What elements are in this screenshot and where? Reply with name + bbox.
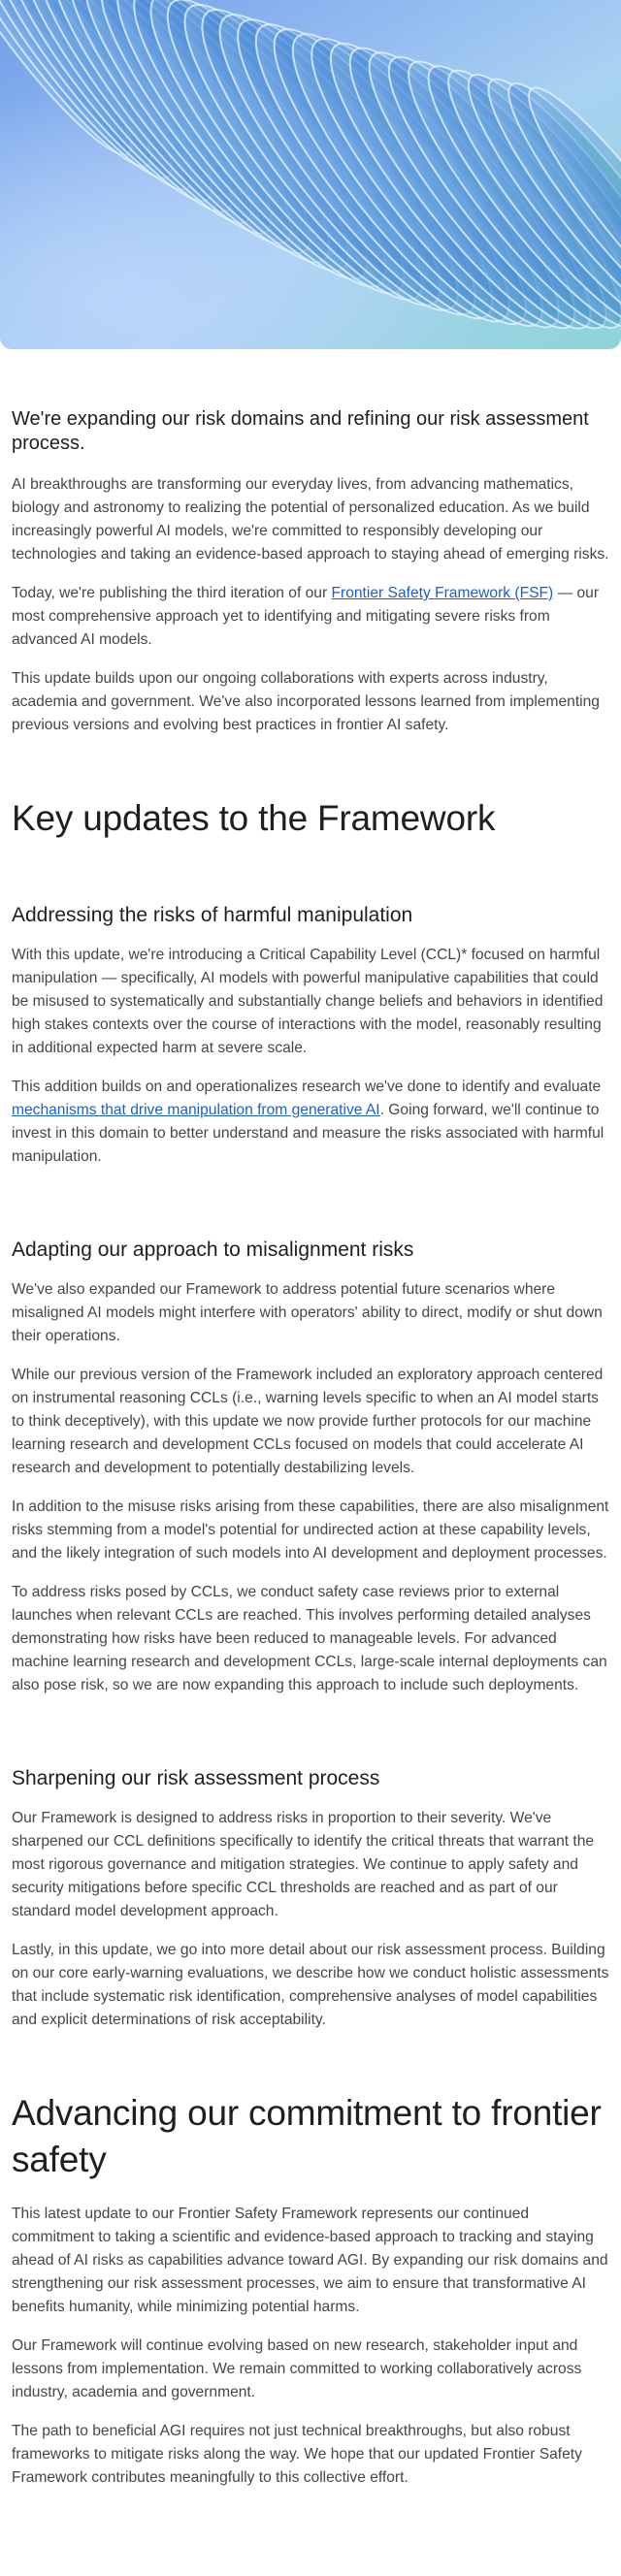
manipulation-paragraph-1: With this update, we're introducing a Critical Capability Level (CCL)* focused on harmful manipulation — specifically, AI models with powerful manipulative capabilities that could be misused to systematically and substantially change beliefs and behaviors in identified high stakes contexts over the course of interactions with the model, reasonably resulting in additional expected harm at severe scale. [12, 947, 604, 1056]
intro-p2-after: — our most comprehensive approach yet to identifying and mitigating severe risks from advanced AI models. [12, 585, 600, 648]
manipulation-research-link[interactable]: mechanisms that drive manipulation from generative AI [12, 1102, 380, 1118]
misalignment-paragraph-3: In addition to the misuse risks arising from these capabilities, there are also misalignment risks stemming from a model's potential for undirected action at these capability levels, and the likely integration of such models into AI development and deployment processes. [12, 1498, 609, 1562]
commitment-paragraph-2: Our Framework will continue evolving based on new research, stakeholder input and lessons from implementation. We remain committed to working collaboratively across industry, academia and government. [12, 2337, 582, 2400]
abstract-glass-spiral-image [0, 0, 621, 349]
commitment-paragraph-1: This latest update to our Frontier Safety Framework represents our continued commitment to taking a scientific and evidence-based approach to tracking and staying ahead of AI risks as capabilities advance toward AGI. By expanding our risk domains and strengthening our risk assessment processes, we aim to ensure that transformative AI benefits humanity, while minimizing potential harms. [12, 2206, 608, 2315]
misalignment-paragraph-2: While our previous version of the Framework included an exploratory approach centered on instrumental reasoning CCLs (i.e., warning levels specific to when an AI model starts to think deceptively), with this update we now provide further protocols for our machine learning research and development CCLs focused on models that could accelerate AI research and development to potentially destabilizing levels. [12, 1367, 604, 1476]
commitment-heading: Advancing our commitment to frontier safety [12, 2093, 602, 2179]
intro-paragraph-3: This update builds upon our ongoing collaborations with experts across industry, academia and government. We've also incorporated lessons learned from implementing previous versions and evolving best practices in frontier AI safety. [12, 670, 600, 733]
manipulation-p2-after: . Going forward, we'll continue to invest in this domain to better understand and measure the risks associated with harmful manipulation. [12, 1102, 605, 1165]
misalignment-paragraph-4: To address risks posed by CCLs, we conduct safety case reviews prior to external launches when relevant CCLs are reached. This involves performing detailed analyses demonstrating how risks have been reduced to manageable levels. For advanced machine learning research and development CCLs, large-scale internal deployments can also pose risk, so we are now expanding this approach to include such deployments. [12, 1584, 607, 1693]
misalignment-paragraph-1: We've also expanded our Framework to address potential future scenarios where misaligned AI models might interfere with operators' ability to direct, modify or shut down their operations. [12, 1281, 603, 1344]
intro-heading: We're expanding our risk domains and refining our risk assessment process. [12, 408, 589, 454]
intro-paragraph-2 [12, 582, 609, 652]
fsf-link[interactable]: Frontier Safety Framework (FSF) [331, 585, 554, 601]
assessment-heading: Sharpening our risk assessment process [12, 1767, 380, 1789]
manipulation-paragraph-2 [12, 1076, 609, 1169]
key-updates-heading: Key updates to the Framework [12, 798, 496, 838]
intro-p2-before: Today, we're publishing the third iteration of our [12, 585, 332, 601]
misalignment-heading: Adapting our approach to misalignment risks [12, 1239, 414, 1261]
assessment-paragraph-2: Lastly, in this update, we go into more detail about our risk assessment process. Building on our core early-warning evaluations, we describe how we conduct holistic assessments that include systematic risk identification, comprehensive analyses of model capabilities and explicit determinations of risk acceptability. [12, 1942, 609, 2028]
assessment-paragraph-1: Our Framework is designed to address risks in proportion to their severity. We've sharpened our CCL definitions specifically to identify the critical threats that warrant the most rigorous governance and mitigation strategies. We continue to apply safety and security mitigations before specific CCL thresholds are reached and as part of our standard model development approach. [12, 1810, 595, 1919]
hero-image [0, 0, 621, 349]
manipulation-p2-before: This addition builds on and operationalizes research we've done to identify and evaluate [12, 1079, 602, 1095]
manipulation-heading: Addressing the risks of harmful manipulation [12, 904, 413, 926]
article-body [0, 407, 621, 2490]
commitment-paragraph-3: The path to beneficial AGI requires not just technical breakthroughs, but also robust frameworks to mitigate risks along the way. We hope that our updated Frontier Safety Framework contributes meaningfully to this collective effort. [12, 2423, 582, 2486]
intro-paragraph-1: AI breakthroughs are transforming our everyday lives, from advancing mathematics, biology and astronomy to realizing the potential of personalized education. As we build increasingly powerful AI models, we're committed to responsibly developing our technologies and taking an evidence-based approach to staying ahead of emerging risks. [12, 476, 609, 563]
